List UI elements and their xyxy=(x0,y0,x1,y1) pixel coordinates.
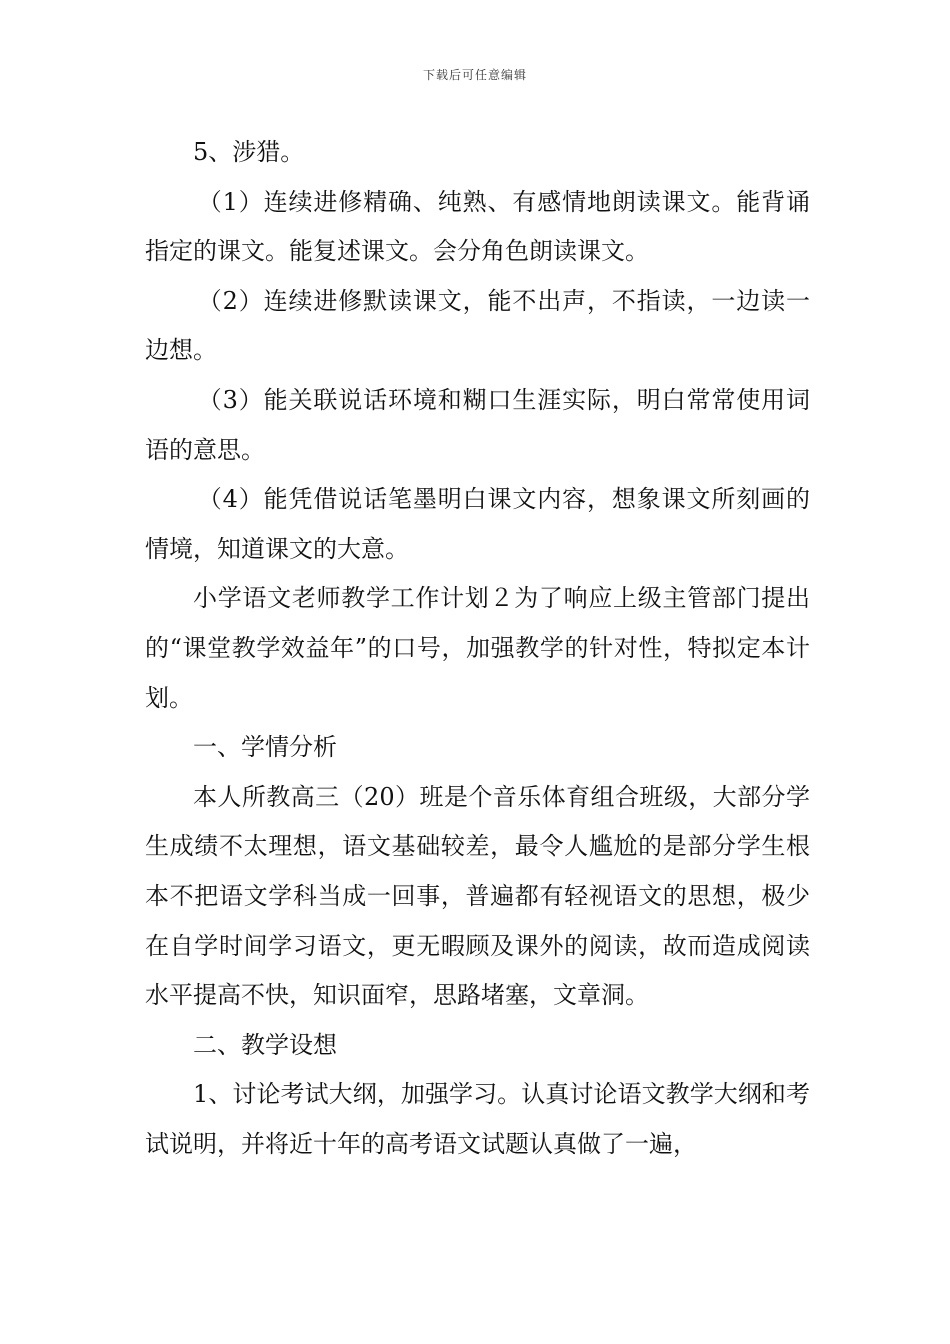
paragraph-item-3: （3）能关联说话环境和糊口生涯实际，明白常常使用词语的意思。 xyxy=(145,385,810,464)
paragraph-section-5-title: 5、涉猎。 xyxy=(193,138,305,166)
heading-teaching-plan: 二、教学设想 xyxy=(193,1030,337,1059)
paragraph-student-analysis: 本人所教高三（20）班是个音乐体育组合班级，大部分学生成绩不太理想，语文基础较差，最令人尴尬的是部分学生根本不把语文学科当成一回事，普遍都有轻视语文的思想，极少在自学时间学习语文，更无暇顾及课外的阅读，故而造成阅读水平提高不快，知识面窄，思路堵塞，文章洞。 xyxy=(145,782,810,1010)
paragraph-teaching-plan-1: 1、讨论考试大纲，加强学习。认真讨论语文教学大纲和考试说明，并将近十年的高考语文试题认真做了一遍， xyxy=(145,1080,810,1158)
heading-student-analysis: 一、学情分析 xyxy=(193,733,337,762)
paragraph-item-2: （2）连续进修默读课文，能不出声，不指读，一边读一边想。 xyxy=(145,286,810,365)
paragraph-item-4: （4）能凭借说话笔墨明白课文内容，想象课文所刻画的情境，知道课文的大意。 xyxy=(145,485,810,563)
page-header: 下载后可任意编辑 xyxy=(422,68,527,82)
paragraph-item-1: （1）连续进修精确、纯熟、有感情地朗读课文。能背诵指定的课文。能复述课文。会分角色朗读课文。 xyxy=(145,187,810,266)
paragraph-plan-intro: 小学语文老师教学工作计划２为了响应上级主管部门提出的“课堂教学效益年”的口号，加强教学的针对性，特拟定本计划。 xyxy=(145,584,810,712)
document-body xyxy=(145,128,810,1169)
